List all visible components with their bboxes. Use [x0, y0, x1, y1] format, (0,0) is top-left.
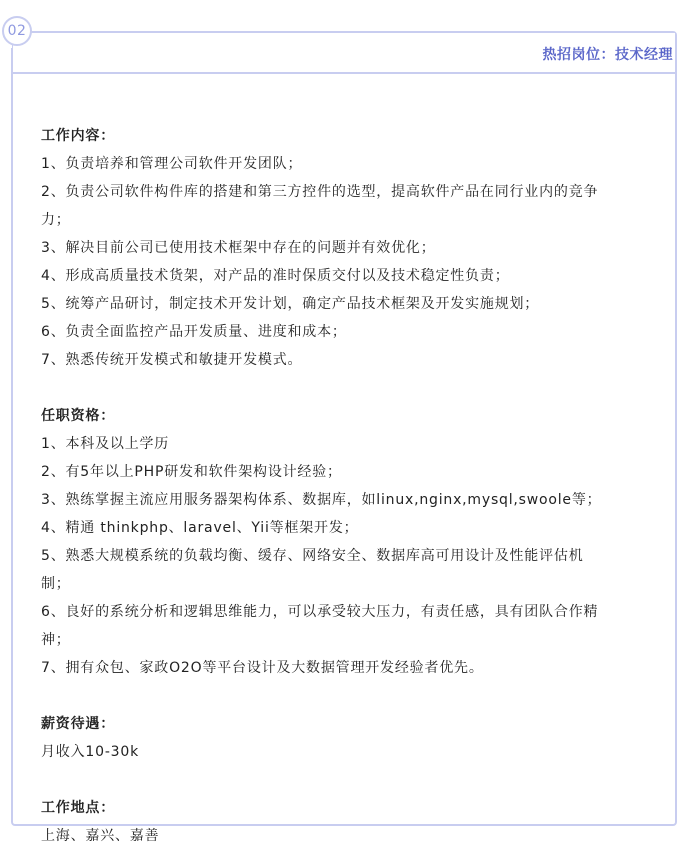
list-item: 2、有5年以上PHP研发和软件架构设计经验；	[41, 464, 342, 480]
list-item: 4、精通 thinkphp、laravel、Yii等框架开发；	[41, 520, 359, 536]
list-item: 6、负责全面监控产品开发质量、进度和成本；	[41, 324, 347, 340]
list-item: 5、熟悉大规模系统的负载均衡、缓存、网络安全、数据库高可用设计及性能评估机	[41, 548, 584, 564]
section-spacer	[41, 374, 673, 402]
list-item: 2、负责公司软件构件库的搭建和第三方控件的选型，提高软件产品在同行业内的竞争	[41, 184, 599, 200]
job-card-header	[13, 33, 675, 74]
section-salary	[41, 710, 673, 766]
list-item: 5、统筹产品研讨，制定技术开发计划，确定产品技术框架及开发实施规划；	[41, 296, 540, 312]
location-value: 上海、嘉兴、嘉善	[41, 828, 160, 844]
list-item: 神；	[41, 632, 71, 648]
section-number-badge: 02	[2, 16, 32, 46]
list-item: 1、本科及以上学历	[41, 436, 170, 452]
section-heading: 工作内容：	[41, 128, 115, 144]
section-spacer	[41, 682, 673, 710]
list-item: 3、熟练掌握主流应用服务器架构体系、数据库，如linux,nginx,mysql,swoole等；	[41, 492, 602, 508]
list-item: 7、熟悉传统开发模式和敏捷开发模式。	[41, 352, 303, 368]
job-card	[11, 31, 677, 844]
section-location	[41, 794, 673, 850]
list-item: 3、解决目前公司已使用技术框架中存在的问题并有效优化；	[41, 240, 436, 256]
section-heading: 任职资格：	[41, 408, 115, 424]
job-content	[41, 122, 673, 850]
section-heading: 工作地点：	[41, 800, 115, 816]
section-spacer	[41, 766, 673, 794]
list-item: 4、形成高质量技术货架，对产品的准时保质交付以及技术稳定性负责；	[41, 268, 510, 284]
list-item: 7、拥有众包、家政O2O等平台设计及大数据管理开发经验者优先。	[41, 660, 484, 676]
job-title: 热招岗位：技术经理	[542, 47, 673, 63]
section-qualifications	[41, 402, 673, 682]
salary-value: 月收入10-30k	[41, 744, 139, 760]
list-item: 力；	[41, 212, 71, 228]
section-job-duties	[41, 122, 673, 374]
section-heading: 薪资待遇：	[41, 716, 115, 732]
list-item: 6、良好的系统分析和逻辑思维能力，可以承受较大压力，有责任感，具有团队合作精	[41, 604, 599, 620]
list-item: 1、负责培养和管理公司软件开发团队；	[41, 156, 303, 172]
list-item: 制；	[41, 576, 71, 592]
